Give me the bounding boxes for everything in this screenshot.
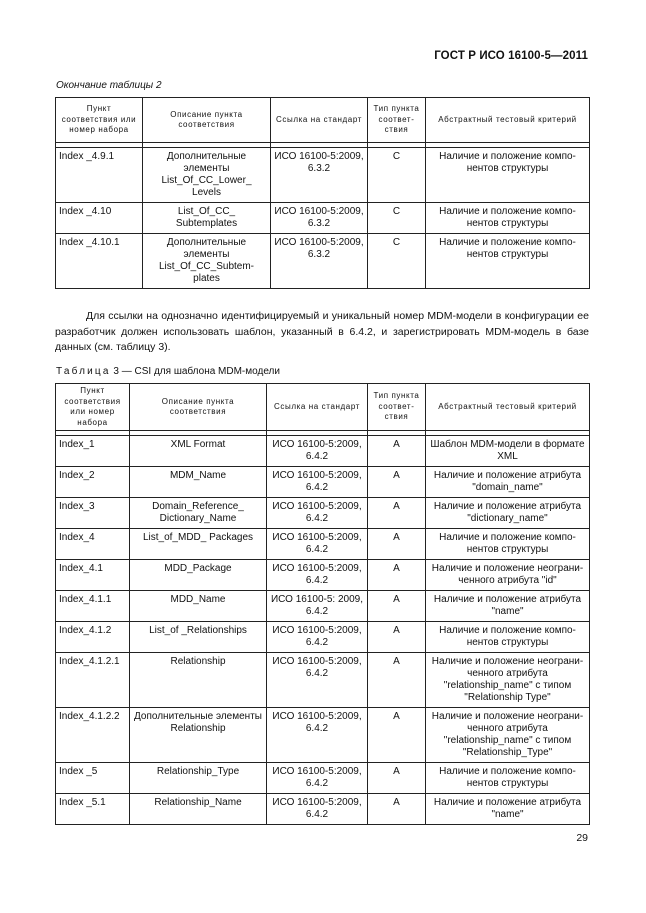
column-header: Ссылка на стандарт [267, 384, 368, 431]
table-header-row [56, 98, 590, 143]
description-cell: List_of_MDD_ Packages [130, 529, 267, 560]
table-row [56, 498, 590, 529]
description-cell: List_of _Relationships [130, 622, 267, 653]
criterion-cell: Наличие и положение компо-нентов структуры [426, 622, 590, 653]
description-cell: Дополнительные элементы List_Of_CC_Subtem-plates [143, 234, 271, 289]
description-cell: Дополнительные элементы List_Of_CC_Lower_ Levels [143, 148, 271, 203]
type-cell: A [368, 653, 426, 708]
type-cell: A [368, 529, 426, 560]
table-row [56, 234, 590, 289]
index-cell: Index _5 [56, 763, 130, 794]
column-header: Описание пункта соответствия [143, 98, 271, 143]
type-cell: A [368, 794, 426, 825]
table-row [56, 653, 590, 708]
criterion-cell: Наличие и положение атрибута "dictionary_name" [426, 498, 590, 529]
criterion-cell: Наличие и положение компо-нентов структуры [426, 529, 590, 560]
index-cell: Index_4.1.2.1 [56, 653, 130, 708]
criterion-cell: Наличие и положение неограни-ченного атрибута "relationship_name" с типом "Relationship Type" [426, 653, 590, 708]
reference-cell: ИСО 16100-5:2009, 6.4.2 [267, 560, 368, 591]
description-cell: MDD_Name [130, 591, 267, 622]
reference-cell: ИСО 16100-5:2009, 6.3.2 [271, 203, 368, 234]
index-cell: Index _4.10.1 [56, 234, 143, 289]
table-3 [55, 383, 590, 825]
reference-cell: ИСО 16100-5:2009, 6.4.2 [267, 653, 368, 708]
column-header: Пункт соответствия или номер набора [56, 384, 130, 431]
column-header: Описание пункта соответствия [130, 384, 267, 431]
description-cell: Domain_Reference_ Dictionary_Name [130, 498, 267, 529]
table-row [56, 203, 590, 234]
description-cell: MDD_Package [130, 560, 267, 591]
table-row [56, 708, 590, 763]
paragraph-text: Для ссылки на однозначно идентифицируемый и уникальный номер MDM-модели в конфигурации ее разработчик должен использовать шаблон, указанный в 6.4.2, и зарегистрировать MDM-модель в базе данных (см. таблицу 3). [55, 310, 589, 353]
criterion-cell: Наличие и положение атрибута "domain_name" [426, 467, 590, 498]
column-header: Пункт соответствия или номер набора [56, 98, 143, 143]
description-cell: Relationship [130, 653, 267, 708]
description-cell: XML Format [130, 436, 267, 467]
table-row [56, 148, 590, 203]
type-cell: C [368, 234, 426, 289]
criterion-cell: Наличие и положение неограни-ченного атрибута "id" [426, 560, 590, 591]
index-cell: Index_4 [56, 529, 130, 560]
table-row [56, 467, 590, 498]
type-cell: A [368, 708, 426, 763]
index-cell: Index_4.1.2 [56, 622, 130, 653]
index-cell: Index _4.10 [56, 203, 143, 234]
reference-cell: ИСО 16100-5:2009, 6.3.2 [271, 234, 368, 289]
table-row [56, 622, 590, 653]
type-cell: A [368, 498, 426, 529]
description-cell: List_Of_CC_ Subtemplates [143, 203, 271, 234]
criterion-cell: Наличие и положение атрибута "name" [426, 591, 590, 622]
column-header: Ссылка на стандарт [271, 98, 368, 143]
table-row [56, 436, 590, 467]
criterion-cell: Наличие и положение компо-нентов структуры [426, 763, 590, 794]
criterion-cell: Шаблон MDM-модели в формате XML [426, 436, 590, 467]
column-header: Тип пункта соответ-ствия [368, 98, 426, 143]
type-cell: C [368, 203, 426, 234]
standard-header: ГОСТ Р ИСО 16100-5—2011 [434, 50, 588, 62]
reference-cell: ИСО 16100-5:2009, 6.4.2 [267, 467, 368, 498]
column-header: Абстрактный тестовый критерий [426, 98, 590, 143]
criterion-cell: Наличие и положение компо-нентов структуры [426, 148, 590, 203]
table-row [56, 529, 590, 560]
table-title: 3 — CSI для шаблона MDM-модели [113, 366, 280, 377]
table-row [56, 763, 590, 794]
table-label: Таблица [56, 366, 111, 377]
reference-cell: ИСО 16100-5:2009, 6.4.2 [267, 708, 368, 763]
reference-cell: ИСО 16100-5:2009, 6.4.2 [267, 763, 368, 794]
column-header: Абстрактный тестовый критерий [426, 384, 590, 431]
index-cell: Index_4.1.2.2 [56, 708, 130, 763]
page-number: 29 [576, 832, 588, 844]
criterion-cell: Наличие и положение компо-нентов структуры [426, 234, 590, 289]
table-3-caption [56, 366, 280, 377]
index-cell: Index_1 [56, 436, 130, 467]
type-cell: A [368, 436, 426, 467]
description-cell: Relationship_Type [130, 763, 267, 794]
index-cell: Index _4.9.1 [56, 148, 143, 203]
reference-cell: ИСО 16100-5:2009, 6.4.2 [267, 498, 368, 529]
table-row [56, 560, 590, 591]
criterion-cell: Наличие и положение неограни-ченного атрибута "relationship_name" с типом "Relationship_Type" [426, 708, 590, 763]
table-header-row [56, 384, 590, 431]
description-cell: Дополнительные элементы Relationship [130, 708, 267, 763]
table-row [56, 794, 590, 825]
reference-cell: ИСО 16100-5: 2009, 6.4.2 [267, 591, 368, 622]
reference-cell: ИСО 16100-5:2009, 6.4.2 [267, 529, 368, 560]
criterion-cell: Наличие и положение компо-нентов структуры [426, 203, 590, 234]
criterion-cell: Наличие и положение атрибута "name" [426, 794, 590, 825]
table-2-end [55, 97, 590, 289]
description-cell: Relationship_Name [130, 794, 267, 825]
description-cell: MDM_Name [130, 467, 267, 498]
type-cell: A [368, 591, 426, 622]
index-cell: Index_2 [56, 467, 130, 498]
index-cell: Index_4.1 [56, 560, 130, 591]
table-row [56, 591, 590, 622]
reference-cell: ИСО 16100-5:2009, 6.4.2 [267, 794, 368, 825]
reference-cell: ИСО 16100-5:2009, 6.4.2 [267, 622, 368, 653]
type-cell: A [368, 467, 426, 498]
body-paragraph [55, 309, 589, 356]
reference-cell: ИСО 16100-5:2009, 6.3.2 [271, 148, 368, 203]
type-cell: A [368, 763, 426, 794]
index-cell: Index_4.1.1 [56, 591, 130, 622]
type-cell: A [368, 560, 426, 591]
index-cell: Index _5.1 [56, 794, 130, 825]
column-header: Тип пункта соответ-ствия [368, 384, 426, 431]
reference-cell: ИСО 16100-5:2009, 6.4.2 [267, 436, 368, 467]
index-cell: Index_3 [56, 498, 130, 529]
table-continuation-caption: Окончание таблицы 2 [56, 80, 162, 91]
type-cell: A [368, 622, 426, 653]
type-cell: C [368, 148, 426, 203]
